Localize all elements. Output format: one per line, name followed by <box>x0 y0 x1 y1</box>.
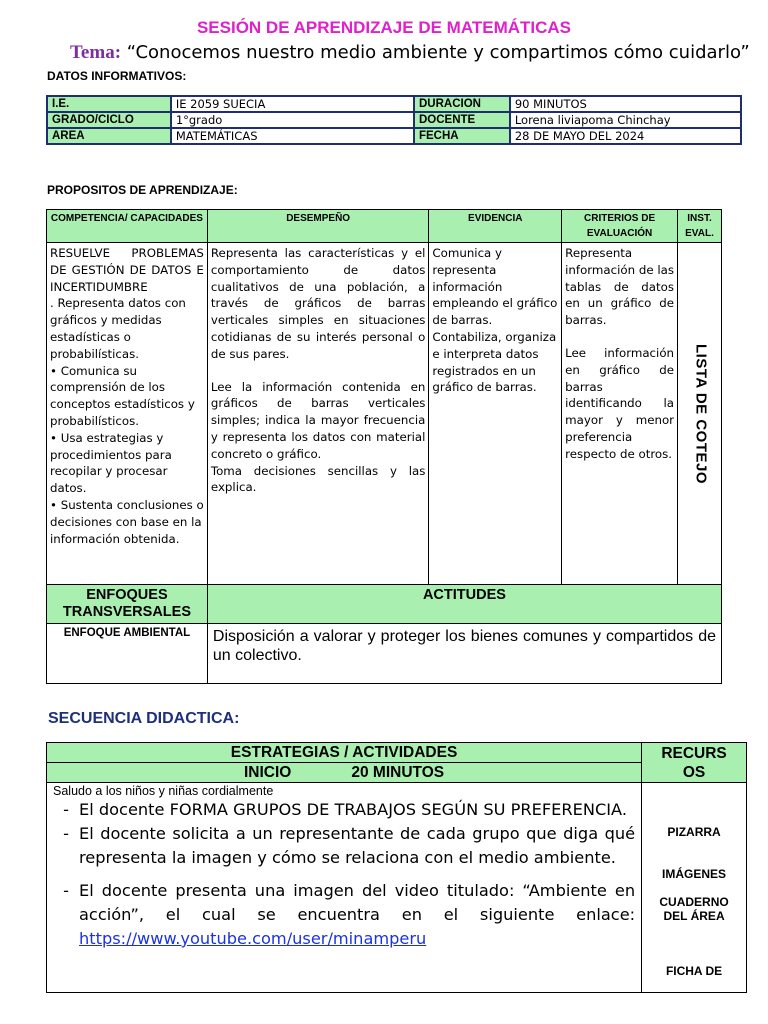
competencia-cell <box>47 243 208 585</box>
list-item <box>53 798 635 822</box>
inicio-row <box>47 762 641 782</box>
header-competencia: COMPETENCIA/ CAPACIDADES <box>47 210 208 243</box>
bullet-text: El docente FORMA GRUPOS DE TRABAJOS SEGÚN SU PREFERENCIA. <box>79 800 627 819</box>
instrumento-cell <box>678 243 722 585</box>
enfoque-ambiental-label: ENFOQUE AMBIENTAL <box>47 624 208 684</box>
secuencia-heading: SECUENCIA DIDACTICA: <box>48 710 240 727</box>
table-cell: 1°grado <box>171 112 414 128</box>
inicio-time: 20 MINUTOS <box>351 764 445 781</box>
desempeno-paragraph: Toma decisiones sencillas y las explica. <box>210 463 426 495</box>
table-cell: IE 2059 SUECIA <box>171 96 414 112</box>
dash-icon: - <box>63 881 69 900</box>
recursos-header <box>642 743 747 783</box>
table-cell: 28 DE MAYO DEL 2024 <box>510 128 741 144</box>
table-cell: FECHA <box>414 128 510 144</box>
recurso-item: CUADERNO DEL ÁREA <box>659 895 729 923</box>
saludo-text: Saludo a los niños y niñas cordialmente <box>53 784 274 798</box>
competencia-title: RESUELVE PROBLEMAS DE GESTIÓN DE DATOS E INCERTIDUMBRE <box>50 246 204 294</box>
table-cell: AREA <box>47 128 171 144</box>
enfoques-row <box>47 585 722 624</box>
propositos-heading: PROPOSITOS DE APRENDIZAJE: <box>47 183 238 197</box>
criterio-text: Lee información en gráfico de barras identificando la mayor y menor preferencia respecto de otros. <box>565 345 675 461</box>
list-item: • Sustenta conclusiones o decisiones con base en la información obtenida. <box>50 497 204 546</box>
instrumento-text: LISTA DE COTEJO <box>691 343 709 484</box>
criterio-text: Representa información de las tablas de datos en un gráfico de barras. <box>565 246 675 328</box>
header-instrumento: INST. EVAL. <box>678 210 722 243</box>
table-cell: GRADO/CICLO <box>47 112 171 128</box>
header-desempeno: DESEMPEÑO <box>207 210 429 243</box>
table-row <box>47 96 741 112</box>
estrategias-label: ESTRATEGIAS / ACTIVIDADES <box>230 744 458 761</box>
evidencia-cell: Comunica y representa información empleando el gráfico de barras. Contabiliza, organiza e interpreta datos registrados en un gráfico de barras. <box>429 243 562 585</box>
recurso-item: PIZARRA <box>667 825 721 839</box>
table-header-row <box>47 743 747 783</box>
table-row <box>47 112 741 128</box>
tema-line <box>70 42 750 64</box>
bullet-text-block <box>79 879 635 951</box>
actitud-text: Disposición a valorar y proteger los bienes comunes y compartidos de un colectivo. <box>207 624 721 684</box>
recursos-label: RECURSOS <box>661 745 727 781</box>
video-link[interactable]: https://www.youtube.com/user/minamperu <box>79 929 427 948</box>
bullet-text: El docente solicita a un representante de cada grupo que diga qué representa la imagen y cómo se relaciona con el medio ambiente. <box>79 824 636 867</box>
header-evidencia: EVIDENCIA <box>429 210 562 243</box>
page-title: SESIÓN DE APRENDIZAJE DE MATEMÁTICAS <box>196 18 572 37</box>
table-cell: I.E. <box>47 96 171 112</box>
recursos-cell <box>642 783 747 993</box>
enfoque-ambiental-row <box>47 624 722 684</box>
table-cell: 90 MINUTOS <box>510 96 741 112</box>
datos-heading: DATOS INFORMATIVOS: <box>47 69 187 83</box>
table-header-row <box>47 210 722 243</box>
table-cell: DOCENTE <box>414 112 510 128</box>
table-cell: DURACION <box>414 96 510 112</box>
list-item: . Representa datos con gráficos y medidas estadísticas o probabilísticas. <box>50 296 186 361</box>
datos-table <box>46 95 742 145</box>
inicio-content <box>47 783 642 993</box>
table-row <box>47 243 722 585</box>
estrategias-header <box>47 743 642 783</box>
tema-text: “Conocemos nuestro medio ambiente y compartimos cómo cuidarlo” <box>126 42 750 63</box>
header-criterios: CRITERIOS DE EVALUACIÓN <box>562 210 678 243</box>
inicio-label: INICIO <box>243 764 292 781</box>
criterios-cell <box>562 243 678 585</box>
bullet-text: El docente presenta una imagen del video titulado: “Ambiente en acción”, el cual se encuentra en el siguiente enlace: <box>79 881 636 924</box>
tema-label: Tema: <box>70 42 122 63</box>
desempeno-cell <box>207 243 429 585</box>
recurso-item: IMÁGENES <box>662 867 727 881</box>
table-cell: MATEMÁTICAS <box>171 128 414 144</box>
list-item: • Comunica su comprensión de los conceptos estadísticos y probabilísticos. <box>50 363 195 428</box>
list-item <box>53 822 635 870</box>
actitudes-label: ACTITUDES <box>207 585 721 624</box>
secuencia-table <box>46 742 747 993</box>
list-item: • Usa estrategias y procedimientos para recopilar y procesar datos. <box>50 430 172 496</box>
desempeno-paragraph: Lee la información contenida en gráficos de barras verticales simples; indica la mayor frecuencia y representa los datos con material concreto o gráfico. <box>210 379 426 461</box>
table-cell: Lorena liviapoma Chinchay <box>510 112 741 128</box>
dash-icon: - <box>63 824 69 843</box>
dash-icon: - <box>63 800 69 819</box>
list-item <box>53 879 635 951</box>
propositos-table <box>46 209 722 684</box>
desempeno-paragraph: Representa las características y el comportamiento de datos cualitativos de una población, a través de gráficos de barras verticales simples en situaciones cotidianas de su interés personal o de sus pares. <box>210 246 426 361</box>
enfoques-label: ENFOQUES TRANSVERSALES <box>47 585 208 624</box>
table-row <box>47 128 741 144</box>
table-row <box>47 783 747 993</box>
recurso-item: FICHA DE <box>665 964 723 978</box>
